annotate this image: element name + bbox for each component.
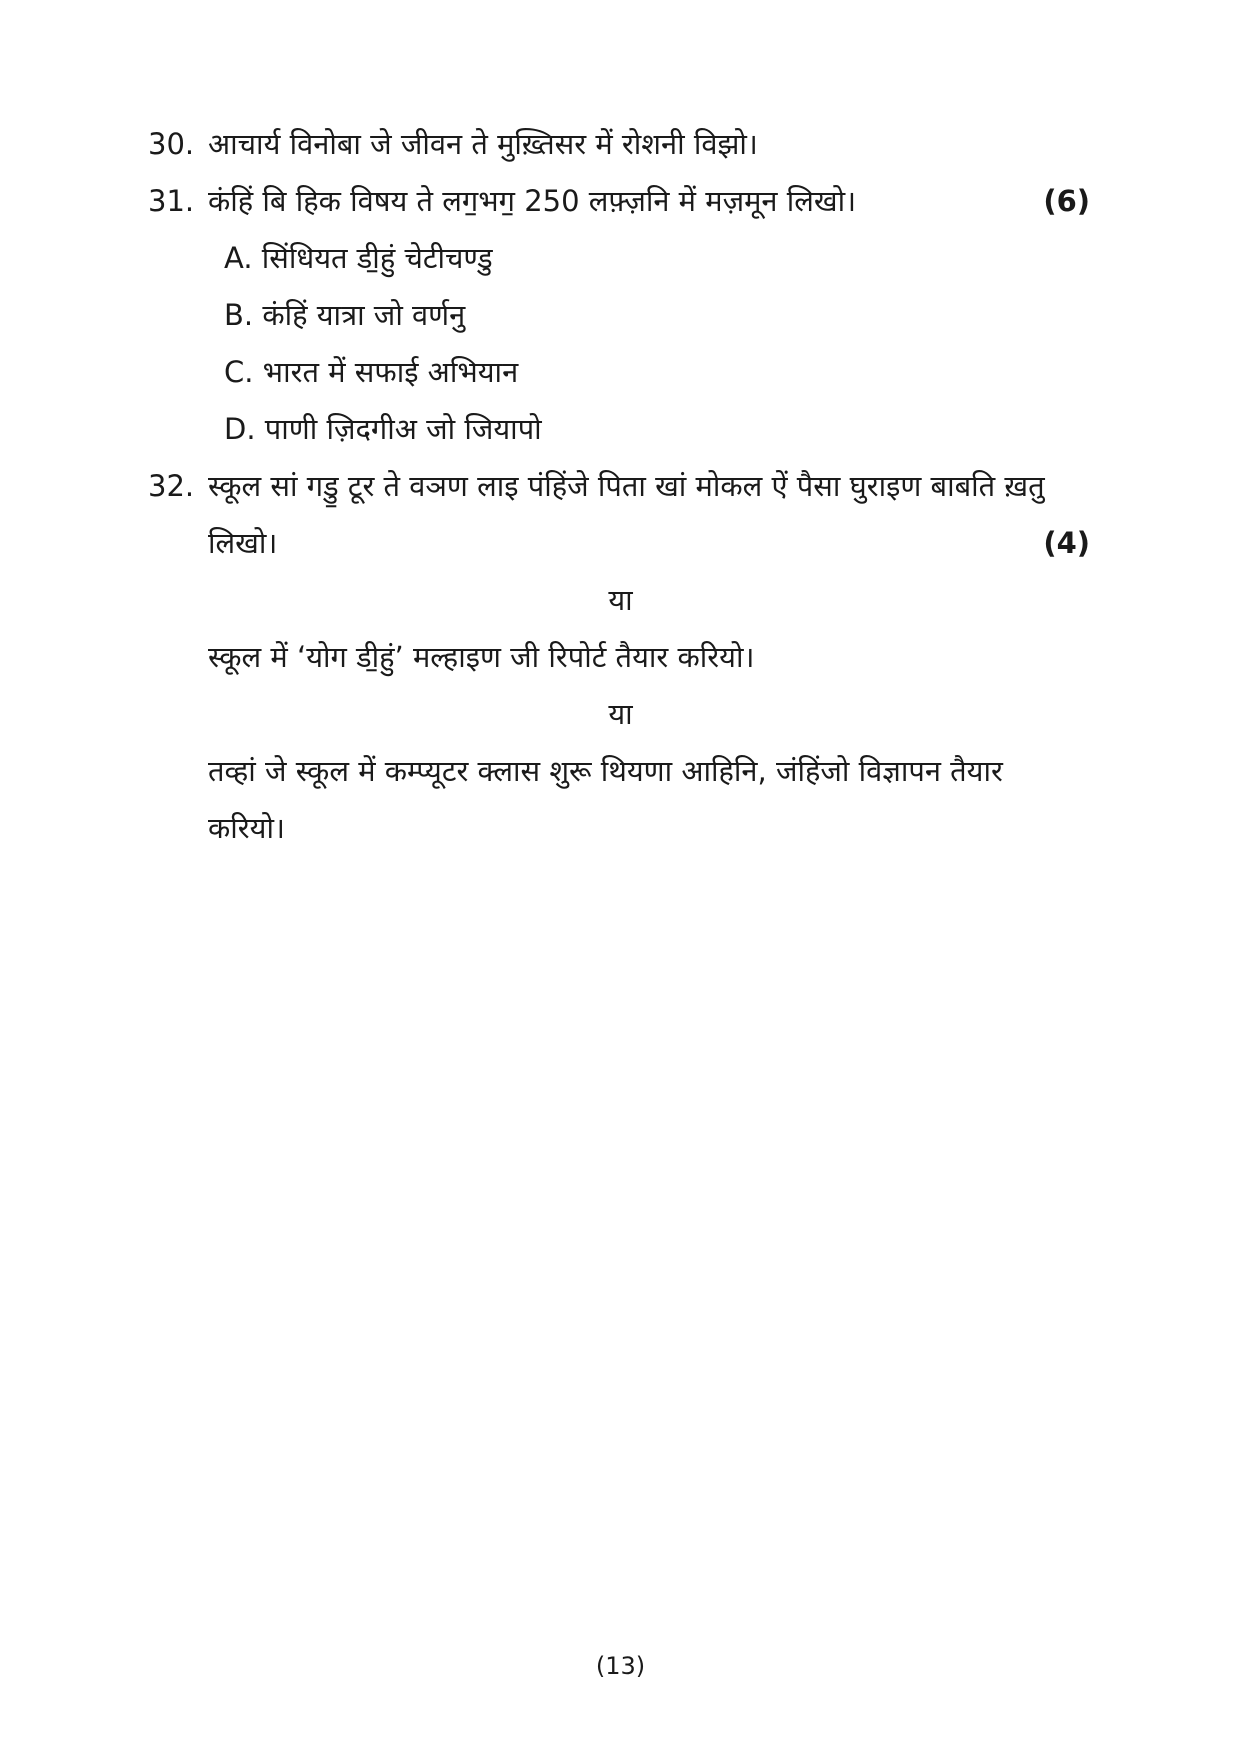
question-number: 31. [148,184,195,218]
marks-label: (4) [1043,526,1090,560]
alternative-question-2-line-2: करियो। [208,811,285,845]
question-number: 30. [148,127,195,161]
alternative-question-2-line-1: तव्हां जे स्कूल में कम्प्यूटर क्लास शुरू थियणा आहिनि, जंहिंजो विज्ञापन तैयार [208,754,1003,788]
question-text: आचार्य विनोबा जे जीवन ते मुख़्तिसर में रोशनी विझो। [208,127,758,161]
question-text-line-1: स्कूल सां गडु॒ टूर ते वञण लाइ पंहिंजे पिता खां मोकल ऐं पैसा घुराइण बाबति ख़तु [208,469,1045,503]
question-text: कंहिं बि हिक विषय ते लग॒भग॒ 250 लफ़्ज़नि में मज़मून लिखो। [208,184,857,218]
or-separator: या [608,583,633,617]
option-a: A. सिंधियत डी॒हुं चेटीचण्डु [224,241,493,275]
or-separator: या [608,697,633,731]
alternative-question-1: स्कूल में ‘योग डी॒हुं’ मल्हाइण जी रिपोर्ट तैयार करियो। [208,640,755,674]
question-text-line-2: लिखो। [208,526,278,560]
option-b: B. कंहिं यात्रा जो वर्णनु [224,298,466,332]
marks-label: (6) [1043,184,1090,218]
page-number: (13) [595,1652,646,1680]
option-c: C. भारत में सफाई अभियान [224,355,519,389]
question-number: 32. [148,469,195,503]
option-d: D. पाणी ज़िदगीअ जो जियापो [224,412,542,446]
